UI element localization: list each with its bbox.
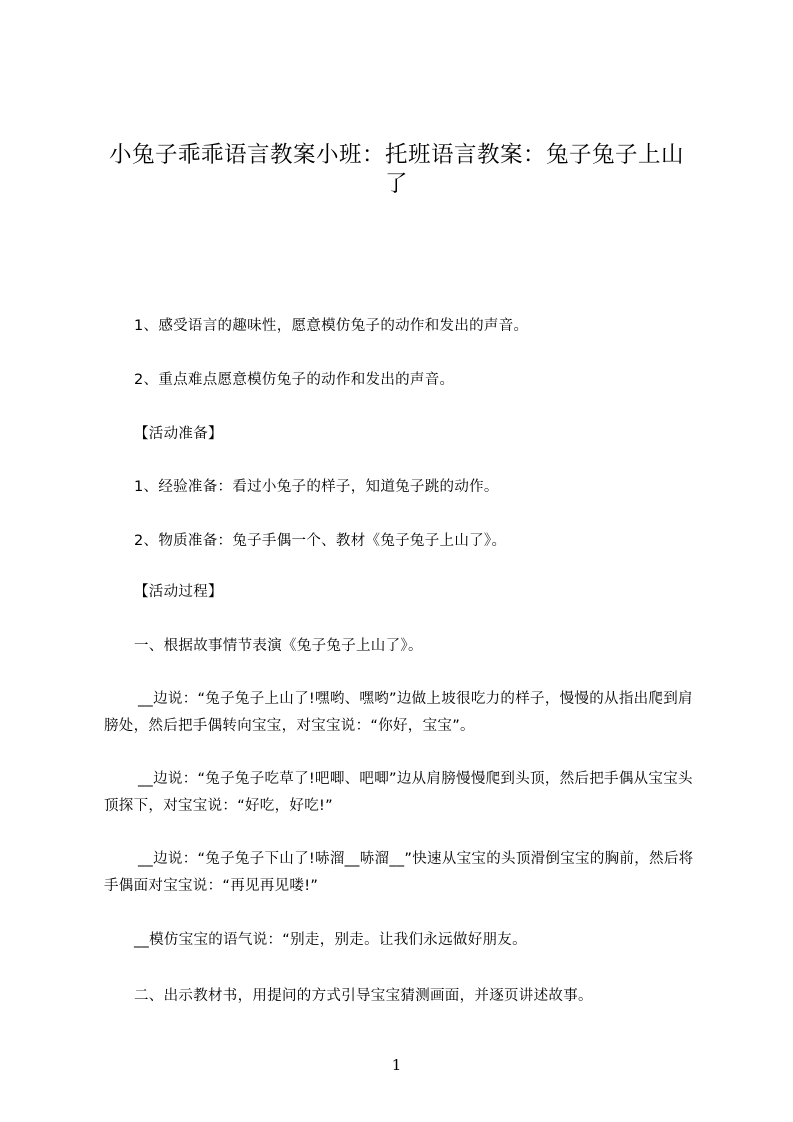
paragraph-process-2: 二、出示教材书，用提问的方式引导宝宝猜测画面，并逐页讲述故事。: [134, 988, 593, 1004]
section-heading-preparation: 【活动准备】: [134, 426, 223, 442]
paragraph-story-4: __模仿宝宝的语气说：“别走，别走。让我们永远做好朋友。: [134, 932, 527, 948]
paragraph-story-3: __边说：“兔子兔子下山了!哧溜__哧溜__”快速从宝宝的头顶滑倒宝宝的胸前，然后将手偶面对宝宝说：“再见再见喽!”: [104, 851, 694, 894]
paragraph-goal-1: 1、感受语言的趣味性，愿意模仿兔子的动作和发出的声音。: [134, 318, 529, 334]
paragraph-prep-2: 2、物质准备：兔子手偶一个、教材《兔子兔子上山了》。: [134, 533, 507, 549]
paragraph-prep-1: 1、经验准备：看过小兔子的样子，知道兔子跳的动作。: [134, 479, 499, 495]
page-number: 1: [391, 1056, 402, 1074]
section-heading-process: 【活动过程】: [134, 584, 223, 600]
paragraph-story-1: __边说：“兔子兔子上山了!嘿哟、嘿哟”边做上坡很吃力的样子，慢慢的从指出爬到肩膀处，然后把手偶转向宝宝，对宝宝说：“你好，宝宝”。: [104, 691, 693, 734]
paragraph-goal-2: 2、重点难点愿意模仿兔子的动作和发出的声音。: [134, 372, 455, 388]
paragraph-process-1: 一、根据故事情节表演《兔子兔子上山了》。: [134, 638, 423, 654]
document-title: 小兔子乖乖语言教案小班：托班语言教案：兔子兔子上山了: [108, 142, 684, 197]
paragraph-story-2: __边说：“兔子兔子吃草了!吧唧、吧唧”边从肩膀慢慢爬到头顶，然后把手偶从宝宝头顶探下，对宝宝说：“好吃，好吃!”: [104, 771, 693, 814]
